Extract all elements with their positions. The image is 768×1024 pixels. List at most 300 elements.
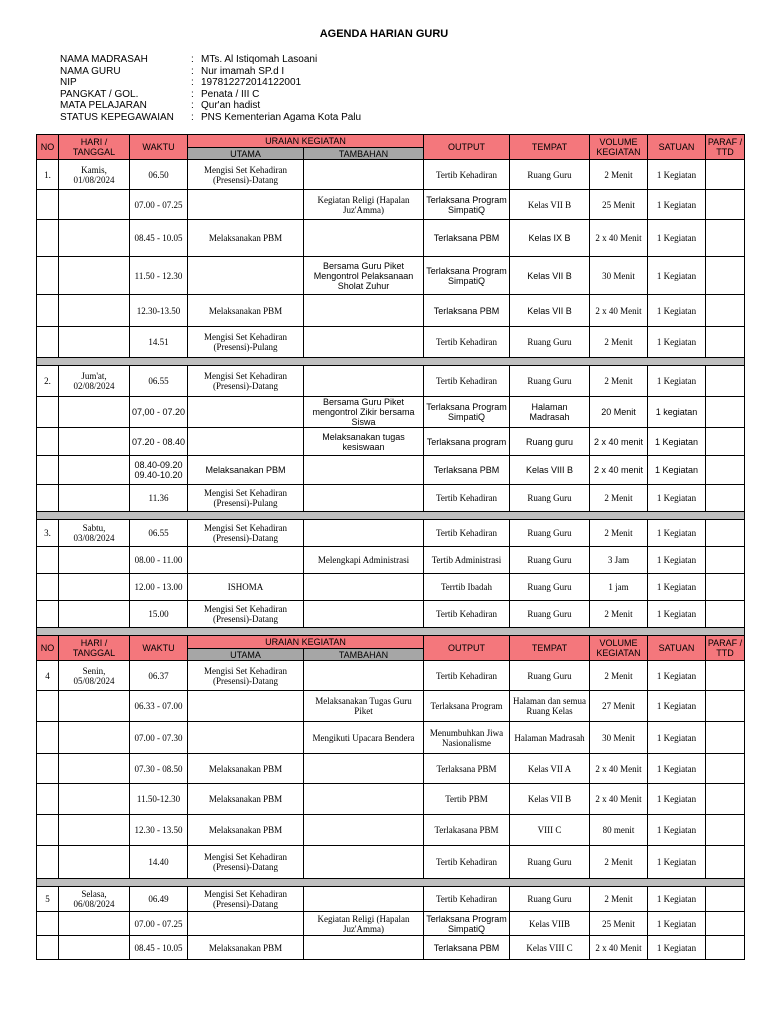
row-utama: Melaksanakan PBM	[188, 754, 304, 784]
row-tambahan	[304, 574, 424, 601]
table-row	[37, 160, 745, 190]
table-row	[37, 547, 745, 574]
table-row	[37, 754, 745, 784]
row-satuan: 1 Kegiatan	[648, 485, 706, 512]
row-satuan: 1 Kegiatan	[648, 456, 706, 485]
section-divider-cell	[37, 358, 745, 366]
row-paraf	[706, 160, 745, 190]
row-paraf	[706, 691, 745, 722]
table-row	[37, 661, 745, 691]
row-tempat: Kelas VII B	[510, 784, 590, 815]
row-paraf	[706, 936, 745, 960]
row-hari-tanggal	[59, 257, 130, 295]
table-row	[37, 846, 745, 879]
row-waktu: 07.30 - 08.50	[130, 754, 188, 784]
row-paraf	[706, 485, 745, 512]
row-no	[37, 485, 59, 512]
row-waktu: 12.00 - 13.00	[130, 574, 188, 601]
row-utama	[188, 547, 304, 574]
info-label: MATA PELAJARAN	[60, 100, 147, 111]
row-tambahan	[304, 456, 424, 485]
row-paraf	[706, 661, 745, 691]
row-volume: 2 x 40 Menit	[590, 936, 648, 960]
row-tambahan	[304, 295, 424, 327]
row-tambahan	[304, 366, 424, 397]
info-row	[60, 77, 361, 89]
row-paraf	[706, 815, 745, 846]
row-tambahan	[304, 754, 424, 784]
row-satuan: 1 Kegiatan	[648, 754, 706, 784]
info-separator: :	[191, 65, 194, 77]
row-tempat: Kelas VIIB	[510, 912, 590, 936]
row-tambahan: Bersama Guru Piket mengontrol Zikir bersama Siswa	[304, 397, 424, 428]
row-volume: 2 x 40 menit	[590, 428, 648, 456]
table-row	[37, 366, 745, 397]
row-output: Terlaksana Program SimpatiQ	[424, 912, 510, 936]
table-row	[37, 691, 745, 722]
table-row	[37, 815, 745, 846]
row-paraf	[706, 574, 745, 601]
info-separator: :	[191, 54, 194, 65]
row-tambahan	[304, 485, 424, 512]
row-output: Terlaksana PBM	[424, 220, 510, 257]
row-tempat: VIII C	[510, 815, 590, 846]
row-tempat: Halaman Madrasah	[510, 397, 590, 428]
row-tempat: Ruang Guru	[510, 485, 590, 512]
row-tempat: Kelas VIII B	[510, 456, 590, 485]
row-utama: Mengisi Set Kehadiran (Presensi)-Datang	[188, 846, 304, 879]
info-row	[60, 54, 361, 66]
info-label: STATUS KEPEGAWAIAN	[60, 111, 174, 123]
row-tempat: Ruang Guru	[510, 887, 590, 912]
row-satuan: 1 Kegiatan	[648, 887, 706, 912]
row-waktu: 08.40-09.20 09.40-10.20	[130, 456, 188, 485]
table-row	[37, 936, 745, 960]
row-utama	[188, 722, 304, 754]
row-hari-tanggal	[59, 428, 130, 456]
info-row	[60, 100, 361, 112]
row-output: Terlaksana PBM	[424, 295, 510, 327]
row-output: Tertib Kehadiran	[424, 160, 510, 190]
info-label: PANGKAT / GOL.	[60, 88, 139, 100]
row-tempat: Ruang Guru	[510, 547, 590, 574]
row-utama	[188, 190, 304, 220]
row-tempat: Halaman Madrasah	[510, 722, 590, 754]
row-volume: 30 Menit	[590, 257, 648, 295]
section-divider-cell	[37, 512, 745, 520]
row-output: Tertib Kehadiran	[424, 846, 510, 879]
header-tambahan: TAMBAHAN	[304, 649, 424, 661]
row-waktu: 06.49	[130, 887, 188, 912]
row-output: Terlakasana PBM	[424, 815, 510, 846]
header-utama: UTAMA	[188, 649, 304, 661]
row-utama	[188, 912, 304, 936]
row-volume: 30 Menit	[590, 722, 648, 754]
row-output: Terlaksana Program SimpatiQ	[424, 190, 510, 220]
row-satuan: 1 Kegiatan	[648, 691, 706, 722]
row-paraf	[706, 366, 745, 397]
row-utama: Mengisi Set Kehadiran (Presensi)-Pulang	[188, 485, 304, 512]
row-no: 5	[37, 887, 59, 912]
row-tambahan: Melaksanakan tugas kesiswaan	[304, 428, 424, 456]
row-utama	[188, 257, 304, 295]
row-hari-tanggal	[59, 327, 130, 358]
section-divider	[37, 879, 745, 887]
row-waktu: 08.45 - 10.05	[130, 936, 188, 960]
row-utama: Melaksanakan PBM	[188, 815, 304, 846]
row-utama: Mengisi Set Kehadiran (Presensi)-Datang	[188, 520, 304, 547]
row-volume: 2 x 40 Menit	[590, 295, 648, 327]
table-row	[37, 397, 745, 428]
header-tambahan: TAMBAHAN	[304, 148, 424, 160]
teacher-info	[60, 54, 361, 123]
row-tambahan: Melaksanakan Tugas Guru Piket	[304, 691, 424, 722]
row-output: Tertib Kehadiran	[424, 601, 510, 628]
info-separator: :	[191, 88, 194, 100]
row-satuan: 1 Kegiatan	[648, 366, 706, 397]
row-no: 1.	[37, 160, 59, 190]
row-waktu: 11.36	[130, 485, 188, 512]
row-hari-tanggal	[59, 815, 130, 846]
row-tempat: Ruang Guru	[510, 661, 590, 691]
table-row	[37, 722, 745, 754]
section-divider-cell	[37, 879, 745, 887]
row-paraf	[706, 190, 745, 220]
table-row	[37, 295, 745, 327]
table-row	[37, 456, 745, 485]
row-output: Tertib PBM	[424, 784, 510, 815]
row-paraf	[706, 912, 745, 936]
row-paraf	[706, 257, 745, 295]
row-tambahan	[304, 846, 424, 879]
header-volume-kegiatan: VOLUME KEGIATAN	[590, 636, 648, 661]
header-output: OUTPUT	[424, 636, 510, 661]
row-output: Tertib Kehadiran	[424, 366, 510, 397]
row-hari-tanggal	[59, 574, 130, 601]
table-row	[37, 257, 745, 295]
info-row	[60, 66, 361, 78]
info-label: NIP	[60, 77, 77, 88]
row-hari-tanggal: Jum'at, 02/08/2024	[59, 366, 130, 397]
row-waktu: 07.00 - 07.25	[130, 190, 188, 220]
row-hari-tanggal	[59, 190, 130, 220]
row-volume: 2 Menit	[590, 485, 648, 512]
info-value: 197812272014122001	[201, 77, 302, 88]
row-no	[37, 220, 59, 257]
header-hari-tanggal: HARI / TANGGAL	[59, 636, 130, 661]
row-tempat: Ruang Guru	[510, 520, 590, 547]
row-utama: Melaksanakan PBM	[188, 295, 304, 327]
row-paraf	[706, 295, 745, 327]
row-hari-tanggal	[59, 912, 130, 936]
row-volume: 2 Menit	[590, 887, 648, 912]
row-output: Terlaksana program	[424, 428, 510, 456]
row-waktu: 11.50-12.30	[130, 784, 188, 815]
row-output: Terrtib Ibadah	[424, 574, 510, 601]
row-no	[37, 397, 59, 428]
row-utama	[188, 691, 304, 722]
row-output: Tertib Administrasi	[424, 547, 510, 574]
row-volume: 2 Menit	[590, 601, 648, 628]
row-output: Tertib Kehadiran	[424, 520, 510, 547]
row-tambahan: Bersama Guru Piket Mengontrol Pelaksanaan Sholat Zuhur	[304, 257, 424, 295]
row-volume: 2 x 40 Menit	[590, 784, 648, 815]
row-paraf	[706, 327, 745, 358]
row-utama: Mengisi Set Kehadiran (Presensi)-Pulang	[188, 327, 304, 358]
row-paraf	[706, 601, 745, 628]
row-hari-tanggal: Sabtu, 03/08/2024	[59, 520, 130, 547]
row-no	[37, 327, 59, 358]
row-output: Terlaksana Program	[424, 691, 510, 722]
row-tempat: Kelas VIII C	[510, 936, 590, 960]
row-tempat: Ruang Guru	[510, 601, 590, 628]
header-tempat: TEMPAT	[510, 636, 590, 661]
row-utama: Mengisi Set Kehadiran (Presensi)-Datang	[188, 887, 304, 912]
row-hari-tanggal	[59, 397, 130, 428]
row-hari-tanggal	[59, 722, 130, 754]
row-hari-tanggal	[59, 691, 130, 722]
row-paraf	[706, 722, 745, 754]
row-satuan: 1 Kegiatan	[648, 846, 706, 879]
row-utama: Melaksanakan PBM	[188, 936, 304, 960]
row-tambahan	[304, 601, 424, 628]
row-utama	[188, 397, 304, 428]
header-utama: UTAMA	[188, 148, 304, 160]
row-no	[37, 190, 59, 220]
row-tambahan	[304, 784, 424, 815]
row-paraf	[706, 397, 745, 428]
row-volume: 2 Menit	[590, 520, 648, 547]
header-satuan: SATUAN	[648, 135, 706, 160]
row-tambahan	[304, 936, 424, 960]
header-paraf-ttd: PARAF / TTD	[706, 135, 745, 160]
info-value: Qur'an hadist	[201, 100, 261, 111]
row-volume: 1 jam	[590, 574, 648, 601]
row-tempat: Kelas VII B	[510, 190, 590, 220]
section-divider	[37, 512, 745, 520]
row-tambahan	[304, 815, 424, 846]
info-row	[60, 89, 361, 101]
table-row	[37, 485, 745, 512]
row-utama: Mengisi Set Kehadiran (Presensi)-Datang	[188, 661, 304, 691]
row-no	[37, 601, 59, 628]
row-satuan: 1 Kegiatan	[648, 574, 706, 601]
document-title: AGENDA HARIAN GURU	[319, 28, 449, 40]
info-label: NAMA GURU	[60, 65, 121, 77]
row-tambahan	[304, 887, 424, 912]
row-satuan: 1 Kegiatan	[648, 722, 706, 754]
row-paraf	[706, 520, 745, 547]
header-output: OUTPUT	[424, 135, 510, 160]
row-hari-tanggal: Kamis, 01/08/2024	[59, 160, 130, 190]
row-volume: 2 Menit	[590, 327, 648, 358]
info-value: PNS Kementerian Agama Kota Palu	[201, 111, 362, 123]
row-no	[37, 574, 59, 601]
table-header-row	[37, 636, 745, 649]
row-hari-tanggal	[59, 846, 130, 879]
row-output: Terlaksana PBM	[424, 936, 510, 960]
row-paraf	[706, 887, 745, 912]
row-tambahan	[304, 520, 424, 547]
row-no	[37, 815, 59, 846]
row-tempat: Ruang Guru	[510, 160, 590, 190]
row-satuan: 1 Kegiatan	[648, 257, 706, 295]
row-no	[37, 257, 59, 295]
table-row	[37, 574, 745, 601]
row-paraf	[706, 784, 745, 815]
row-no	[37, 936, 59, 960]
header-uraian-kegiatan: URAIAN KEGIATAN	[188, 135, 424, 148]
table-row	[37, 428, 745, 456]
header-uraian-kegiatan: URAIAN KEGIATAN	[188, 636, 424, 649]
row-output: Tertib Kehadiran	[424, 485, 510, 512]
row-waktu: 06.55	[130, 366, 188, 397]
row-output: Terlaksana Program SimpatiQ	[424, 257, 510, 295]
table-row	[37, 601, 745, 628]
row-volume: 25 Menit	[590, 912, 648, 936]
row-hari-tanggal: Senin, 05/08/2024	[59, 661, 130, 691]
table-row	[37, 784, 745, 815]
row-waktu: 06.55	[130, 520, 188, 547]
table-row	[37, 520, 745, 547]
info-row	[60, 112, 361, 124]
row-waktu: 14.40	[130, 846, 188, 879]
row-waktu: 06.33 - 07.00	[130, 691, 188, 722]
row-no	[37, 295, 59, 327]
row-output: Tertib Kehadiran	[424, 327, 510, 358]
row-volume: 2 x 40 Menit	[590, 754, 648, 784]
row-no	[37, 846, 59, 879]
header-satuan: SATUAN	[648, 636, 706, 661]
row-waktu: 06.50	[130, 160, 188, 190]
row-waktu: 08.00 - 11.00	[130, 547, 188, 574]
info-value: Penata / III C	[201, 88, 260, 100]
row-satuan: 1 kegiatan	[648, 397, 706, 428]
row-satuan: 1 Kegiatan	[648, 428, 706, 456]
row-utama: Mengisi Set Kehadiran (Presensi)-Datang	[188, 366, 304, 397]
row-satuan: 1 Kegiatan	[648, 547, 706, 574]
row-hari-tanggal	[59, 784, 130, 815]
row-volume: 2 x 40 menit	[590, 456, 648, 485]
info-label: NAMA MADRASAH	[60, 54, 148, 65]
row-no: 4	[37, 661, 59, 691]
header-no: NO	[37, 135, 59, 160]
row-waktu: 07,00 - 07.20	[130, 397, 188, 428]
row-volume: 2 Menit	[590, 160, 648, 190]
row-no	[37, 547, 59, 574]
info-value: Nur imamah SP.d I	[201, 65, 285, 77]
row-hari-tanggal	[59, 456, 130, 485]
table-row	[37, 887, 745, 912]
row-paraf	[706, 456, 745, 485]
row-waktu: 07.20 - 08.40	[130, 428, 188, 456]
row-tambahan	[304, 327, 424, 358]
row-volume: 80 menit	[590, 815, 648, 846]
row-volume: 2 Menit	[590, 846, 648, 879]
row-satuan: 1 Kegiatan	[648, 815, 706, 846]
row-tambahan	[304, 220, 424, 257]
table-row	[37, 190, 745, 220]
row-tambahan	[304, 661, 424, 691]
row-waktu: 11.50 - 12.30	[130, 257, 188, 295]
row-no	[37, 456, 59, 485]
row-waktu: 14.51	[130, 327, 188, 358]
row-hari-tanggal: Selasa, 06/08/2024	[59, 887, 130, 912]
row-tempat: Kelas VII A	[510, 754, 590, 784]
row-paraf	[706, 220, 745, 257]
info-separator: :	[191, 111, 194, 123]
row-satuan: 1 Kegiatan	[648, 520, 706, 547]
row-utama: Melaksanakan PBM	[188, 456, 304, 485]
info-separator: :	[191, 77, 194, 88]
row-utama: Melaksanakan PBM	[188, 784, 304, 815]
row-tempat: Halaman dan semua Ruang Kelas	[510, 691, 590, 722]
row-satuan: 1 Kegiatan	[648, 160, 706, 190]
row-satuan: 1 Kegiatan	[648, 661, 706, 691]
row-output: Terlaksana PBM	[424, 456, 510, 485]
row-tambahan	[304, 160, 424, 190]
row-waktu: 15.00	[130, 601, 188, 628]
row-waktu: 07.00 - 07.30	[130, 722, 188, 754]
row-utama	[188, 428, 304, 456]
row-paraf	[706, 428, 745, 456]
section-divider	[37, 358, 745, 366]
header-waktu: WAKTU	[130, 135, 188, 160]
row-volume: 20 Menit	[590, 397, 648, 428]
row-volume: 2 x 40 Menit	[590, 220, 648, 257]
row-waktu: 12.30 - 13.50	[130, 815, 188, 846]
row-no	[37, 912, 59, 936]
row-output: Tertib Kehadiran	[424, 661, 510, 691]
row-waktu: 08.45 - 10.05	[130, 220, 188, 257]
row-hari-tanggal	[59, 754, 130, 784]
row-waktu: 06.37	[130, 661, 188, 691]
row-hari-tanggal	[59, 295, 130, 327]
row-utama: Melaksanakan PBM	[188, 220, 304, 257]
row-tempat: Ruang Guru	[510, 366, 590, 397]
row-hari-tanggal	[59, 547, 130, 574]
table-row	[37, 912, 745, 936]
row-hari-tanggal	[59, 485, 130, 512]
row-paraf	[706, 547, 745, 574]
row-tempat: Kelas IX B	[510, 220, 590, 257]
agenda-table-2	[36, 635, 745, 960]
row-volume: 2 Menit	[590, 661, 648, 691]
header-hari-tanggal: HARI / TANGGAL	[59, 135, 130, 160]
row-tempat: Ruang guru	[510, 428, 590, 456]
row-satuan: 1 Kegiatan	[648, 327, 706, 358]
row-paraf	[706, 754, 745, 784]
row-satuan: 1 Kegiatan	[648, 912, 706, 936]
row-no	[37, 428, 59, 456]
row-utama: Mengisi Set Kehadiran (Presensi)-Datang	[188, 601, 304, 628]
row-volume: 27 Menit	[590, 691, 648, 722]
header-no: NO	[37, 636, 59, 661]
row-output: Terlaksana Program SimpatiQ	[424, 397, 510, 428]
row-tempat: Ruang Guru	[510, 846, 590, 879]
row-satuan: 1 Kegiatan	[648, 190, 706, 220]
row-tambahan: Kegiatan Religi (Hapalan Juz'Amma)	[304, 912, 424, 936]
table-row	[37, 220, 745, 257]
info-value: MTs. Al Istiqomah Lasoani	[201, 54, 318, 65]
header-waktu: WAKTU	[130, 636, 188, 661]
row-output: Menumbuhkan Jiwa Nasionalisme	[424, 722, 510, 754]
row-utama: Mengisi Set Kehadiran (Presensi)-Datang	[188, 160, 304, 190]
row-tempat: Kelas VII B	[510, 257, 590, 295]
row-tambahan: Mengikuti Upacara Bendera	[304, 722, 424, 754]
row-satuan: 1 Kegiatan	[648, 936, 706, 960]
table-header-row	[37, 135, 745, 148]
